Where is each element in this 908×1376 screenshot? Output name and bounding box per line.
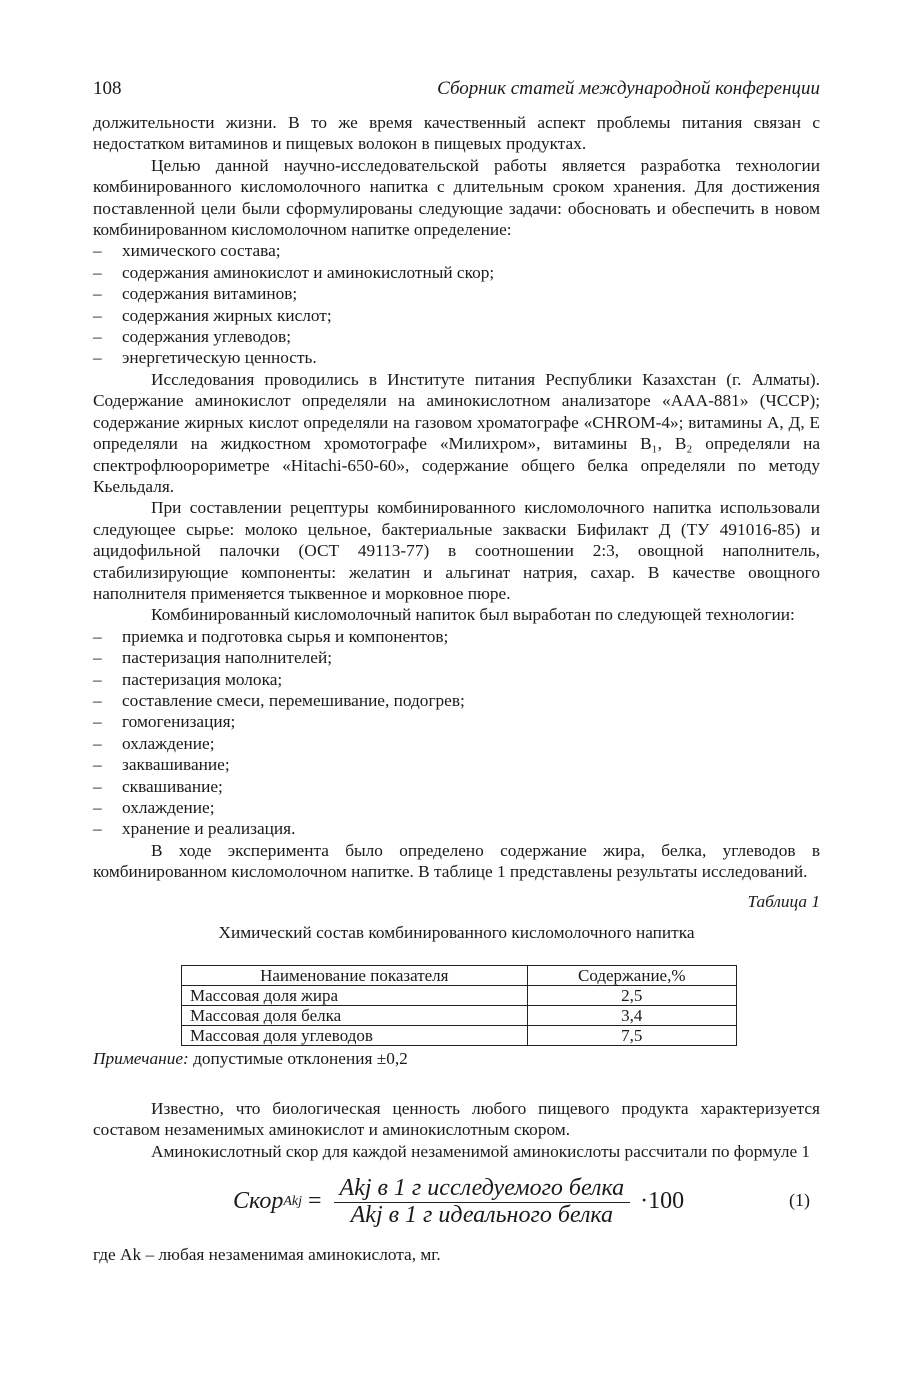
list-item bbox=[93, 240, 820, 261]
list-item bbox=[93, 776, 820, 797]
dash-marker: – bbox=[93, 262, 102, 282]
composition-table bbox=[181, 965, 737, 1046]
paragraph-1: должительности жизни. В то же время качественный аспект проблемы питания связан с недостатком витаминов и пищевых волокон в пищевых продуктах. bbox=[93, 113, 820, 154]
content-cell: 2,5 bbox=[527, 986, 736, 1006]
content-cell: 7,5 bbox=[527, 1026, 736, 1046]
formula-block bbox=[93, 1164, 820, 1244]
list-item bbox=[93, 797, 820, 818]
list-item-text: пастеризация молока; bbox=[122, 669, 283, 689]
dash-marker: – bbox=[93, 305, 102, 325]
table-title: Химический состав комбинированного кисломолочного напитка bbox=[218, 923, 695, 943]
paragraph-5: Комбинированный кисломолочный напиток был выработан по следующей технологии: bbox=[151, 605, 795, 625]
list-item-text: приемка и подготовка сырья и компонентов; bbox=[122, 626, 449, 646]
equation-number: (1) bbox=[789, 1190, 810, 1211]
tasks-list bbox=[93, 240, 820, 368]
content-cell: 3,4 bbox=[527, 1006, 736, 1026]
list-item-text: сквашивание; bbox=[122, 776, 223, 796]
paragraph-9: где Ak – любая незаменимая аминокислота, мг. bbox=[93, 1245, 441, 1265]
dash-marker: – bbox=[93, 755, 102, 775]
score-formula bbox=[233, 1164, 684, 1240]
list-item bbox=[93, 690, 820, 711]
column-header-indicator: Наименование показателя bbox=[182, 966, 528, 986]
list-item bbox=[93, 626, 820, 647]
paragraph-8: Аминокислотный скор для каждой незаменимой аминокислоты рассчитали по формуле 1 bbox=[151, 1141, 811, 1161]
dash-marker: – bbox=[93, 776, 102, 796]
running-title: Сборник статей международной конференции bbox=[437, 78, 820, 99]
list-item-text: содержания углеводов; bbox=[122, 327, 292, 347]
paragraph-7: Известно, что биологическая ценность любого пищевого продукта характеризуется составом незаменимых аминокислот и аминокислотным скором. bbox=[93, 1098, 820, 1140]
indicator-cell: Массовая доля белка bbox=[182, 1006, 528, 1026]
dash-marker: – bbox=[93, 733, 102, 753]
table-note bbox=[93, 1048, 820, 1069]
paragraph-4: При составлении рецептуры комбинированного кисломолочного напитка использовали следующее сырье: молоко цельное, бактериальные закваски Бифилакт Д (ТУ 491016-85) и ацидофильной палочки (ОСТ 49113-77) в соотношении 2:3, овощной наполнитель, стабилизирующие компоненты: желатин и альгинат натрия, сахар. В качестве овощного наполнителя применяется тыквенное и морковное пюре. bbox=[93, 498, 820, 603]
list-item bbox=[93, 347, 820, 368]
list-item bbox=[93, 283, 820, 304]
formula-multiplier: ·100 bbox=[640, 1188, 685, 1215]
table-header-row bbox=[182, 966, 737, 986]
table-row bbox=[182, 986, 737, 1006]
dash-marker: – bbox=[93, 669, 102, 689]
formula-lhs-subscript: Akj bbox=[283, 1194, 302, 1210]
list-item bbox=[93, 305, 820, 326]
list-item bbox=[93, 818, 820, 839]
formula-fraction bbox=[334, 1175, 631, 1228]
technology-steps-list bbox=[93, 626, 820, 840]
list-item bbox=[93, 262, 820, 283]
note-label: Примечание: bbox=[93, 1049, 189, 1069]
table-row bbox=[182, 1026, 737, 1046]
list-item-text: энергетическую ценность. bbox=[122, 348, 317, 368]
dash-marker: – bbox=[93, 690, 102, 710]
dash-marker: – bbox=[93, 241, 102, 261]
list-item-text: содержания витаминов; bbox=[122, 284, 298, 304]
list-item-text: охлаждение; bbox=[122, 733, 215, 753]
indicator-cell: Массовая доля углеводов bbox=[182, 1026, 528, 1046]
dash-marker: – bbox=[93, 327, 102, 347]
indicator-cell: Массовая доля жира bbox=[182, 986, 528, 1006]
formula-equals: = bbox=[307, 1188, 322, 1215]
list-item-text: содержания жирных кислот; bbox=[122, 305, 332, 325]
list-item-text: заквашивание; bbox=[122, 755, 230, 775]
list-item-text: содержания аминокислот и аминокислотный скор; bbox=[122, 262, 495, 282]
formula-lhs: Скор bbox=[233, 1188, 284, 1215]
dash-marker: – bbox=[93, 284, 102, 304]
dash-marker: – bbox=[93, 712, 102, 732]
list-item-text: охлаждение; bbox=[122, 798, 215, 817]
paragraph-2: Целью данной научно-исследовательской работы является разработка технологии комбинированного кисломолочного напитка с длительным сроком хранения. Для достижения поставленной цели были сформулированы следующие задачи: обосновать и обеспечить в новом комбинированном кисломолочном напитке определение: bbox=[93, 155, 820, 240]
list-item-text: составление смеси, перемешивание, подогрев; bbox=[122, 690, 465, 710]
dash-marker: – bbox=[93, 819, 102, 839]
list-item-text: хранение и реализация. bbox=[122, 819, 296, 839]
dash-marker: – bbox=[93, 798, 102, 817]
list-item-text: пастеризация наполнителей; bbox=[122, 648, 332, 668]
dash-marker: – bbox=[93, 648, 102, 668]
dash-marker: – bbox=[93, 626, 102, 646]
paragraph-3: Исследования проводились в Институте питания Республики Казахстан (г. Алматы). Содержание аминокислот определяли на аминокислотном анализаторе «ААА-881» (ЧССР); содержание жирных кислот определяли на газовом хроматографе «CHROM-4»; витамины А, Д, Е определяли на жидкостном хромотографе «Милихром», витамины B₁, B₂ определяли на спектрофлюорориметре «Hitachi-650-60», содержание общего белка определяли по методу Кьельдаля. bbox=[93, 369, 820, 496]
table-label: Таблица 1 bbox=[747, 891, 820, 911]
note-text: допустимые отклонения ±0,2 bbox=[188, 1049, 408, 1069]
list-item bbox=[93, 733, 820, 754]
list-item bbox=[93, 326, 820, 347]
page-header bbox=[93, 78, 820, 100]
column-header-content: Содержание,% bbox=[527, 966, 736, 986]
list-item bbox=[93, 669, 820, 690]
list-item bbox=[93, 647, 820, 668]
article-body bbox=[93, 112, 820, 1265]
formula-numerator: Akj в 1 г исследуемого белка bbox=[334, 1178, 631, 1202]
list-item-text: химического состава; bbox=[122, 241, 281, 261]
dash-marker: – bbox=[93, 348, 102, 368]
page-number: 108 bbox=[93, 78, 122, 99]
table-row bbox=[182, 1006, 737, 1026]
list-item bbox=[93, 754, 820, 775]
paragraph-6: В ходе эксперимента было определено содержание жира, белка, углеводов в комбинированном кисломолочном напитке. В таблице 1 представлены результаты исследований. bbox=[93, 840, 820, 882]
list-item-text: гомогенизация; bbox=[122, 712, 236, 732]
formula-denominator: Akj в 1 г идеального белка bbox=[350, 1201, 614, 1228]
list-item bbox=[93, 711, 820, 732]
